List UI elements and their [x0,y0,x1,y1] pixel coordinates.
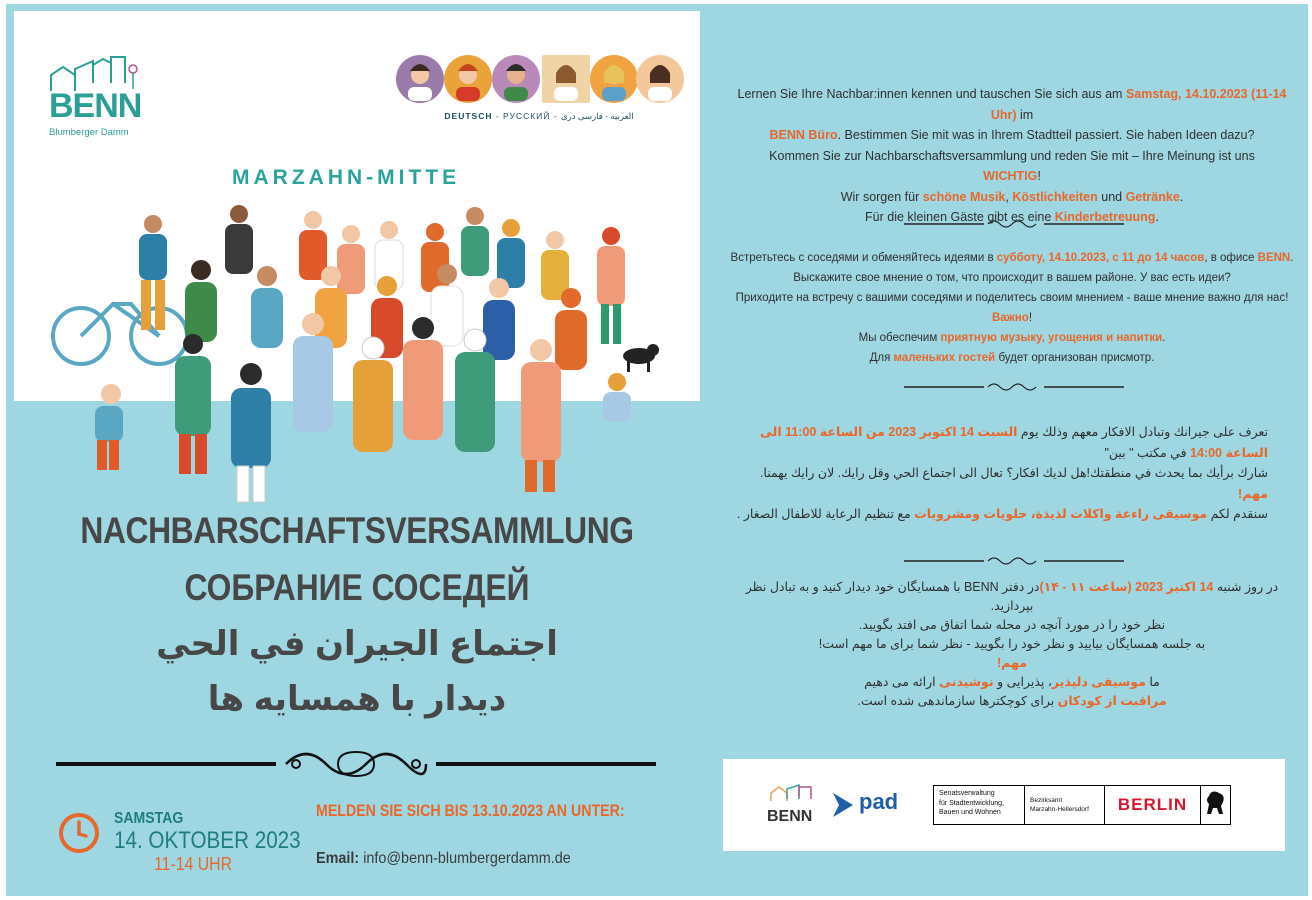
houses-icon [767,783,825,803]
arabic-paragraph: تعرف على جيرانك وتبادل الافكار معهم وذلك يوم السبت 14 اكتوبر 2023 من الساعة 11:00 الى الساعة 14:00 في مكتب " بين" شارك برأيك بما يحدث في منطقتك!هل لديك افكار؟ تعال الى اجتماع الحي وقل رايك. لان رايك يهمنا. مهم! سنقدم لكم موسيقى راءعة واكلات لذيذة، حلويات ومشروبات مع تنظيم الرعاية للاطفال الصغار . [736,425,1268,521]
event-day: SAMSTAG [114,810,184,827]
bezirksamt-logo: Bezirksamt Marzahn-Hellersdorf [1025,785,1105,825]
district-name: MARZAHN-MITTE [232,166,461,189]
ornament-divider [56,742,656,792]
face-avatars [396,55,684,103]
faces-illustration [396,47,686,111]
benn-logo-text: BENN [49,87,142,125]
people-group [95,205,631,502]
crowd-illustration [51,204,671,504]
title-russian: СОБРАНИЕ СОСЕДЕЙ [184,567,530,608]
benn-partner-logo: BENN [767,783,825,829]
pad-arrow-icon [831,791,855,819]
email-link[interactable]: info@benn-blumbergerdamm.de [363,850,571,867]
farsi-paragraph: در روز شنبه 14 اکتبر 2023 (ساعت ۱۱ - ۱۴)در دفتر BENN با همسایگان خود دیدار کنید و به تبادل نظر بپردازید. نظر خود را در مورد آنچه در محله شما اتفاق می افتد بگویید. به جلسه همسایگان بیایید و نظر خود را بگویید - نظر شما برای ما مهم است! مهم! ما موسیقی دلپذیر، پذیرایی و نوشیدنی ارائه می دهیم مراقبت از کودکان برای کوچکترها سازماندهی شده است. [745,580,1279,708]
dog-icon [623,344,659,372]
event-date: 14. OKTOBER 2023 [114,827,301,854]
benn-logo-subtitle: Blumberger Damm [49,127,129,138]
separator-ornament [904,217,1124,231]
registration-heading: MELDEN SIE SICH BIS 13.10.2023 AN UNTER: [316,802,625,820]
bicycle-icon [53,304,187,364]
email-line: Email: info@benn-blumbergerdamm.de [316,850,571,867]
berlin-logo: BERLIN [1105,785,1201,825]
partner-logos [723,759,1285,851]
separator-ornament [904,554,1124,568]
title-german: NACHBARSCHAFTSVERSAMMLUNG [80,510,634,551]
clock-icon [58,812,100,854]
pad-logo: pad [831,789,923,825]
german-paragraph: Lernen Sie Ihre Nachbar:innen kennen und tauschen Sie sich aus am Samstag, 14.10.2023 (11-14 Uhr) im BENN Büro. Bestimmen Sie mit was in Ihrem Stadtteil passiert. Sie haben Ideen dazu? Kommen Sie zur Nachbarschaftsversammlung und reden Sie mit – Ihre Meinung ist uns WICHTIG! Wir sorgen für schöne Musik, Köstlichkeiten und Getränke. Für die kleinen Gäste gibt es eine Kinderbetreuung. [737,87,1287,224]
title-arabic: اجتماع الجيران في الحي [156,625,558,663]
separator-ornament [904,380,1124,394]
senatsverwaltung-logo: Senatsverwaltung für Stadtentwicklung, Bauen und Wohnen [933,785,1025,825]
berlin-bear-icon [1201,785,1231,825]
event-time: 11-14 UHR [154,854,233,874]
russian-paragraph: Встретьтесь с соседями и обменяйтесь идеями в субботу, 14.10.2023, с 11 до 14 часов, в офисе BENN. Выскажите свое мнение о том, что происходит в вашем районе. У вас есть идеи? Приходите на встречу с вашими соседями и поделитесь своим мнением - ваше мнение важно для нас! Важно! Мы обеспечим приятную музыку, угощения и напитки. Для маленьких гостей будет организован присмотр. [730,252,1294,364]
title-farsi: دیدار با همسایه ها [207,680,507,718]
languages-line: DEUTSCH - РУССКИЙ - العربيه - فارسی دری [444,111,634,121]
benn-logo [49,53,141,143]
